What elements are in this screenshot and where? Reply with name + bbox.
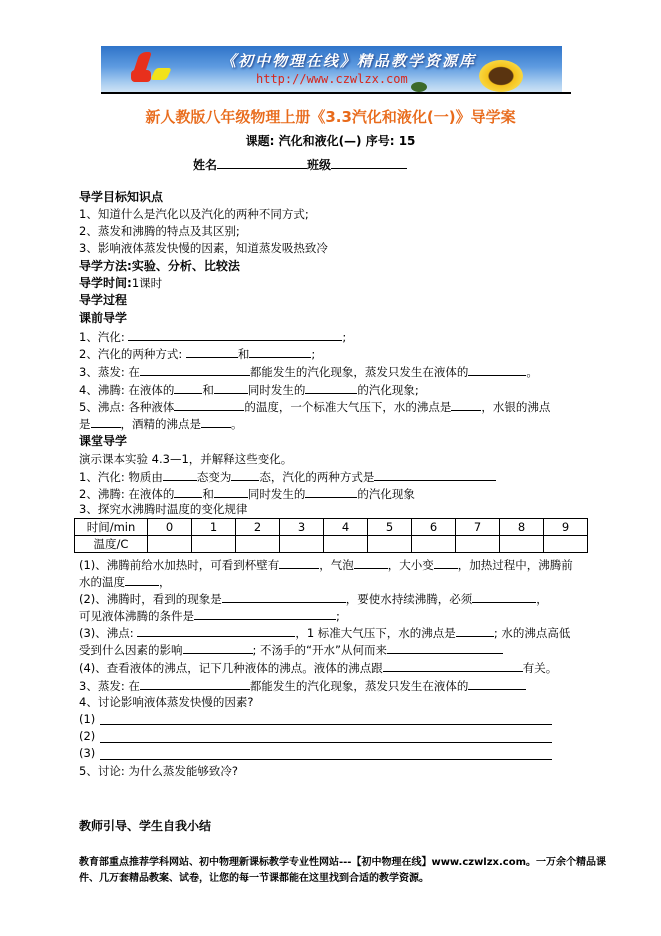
temp-cell[interactable] bbox=[192, 536, 236, 553]
pre-q4 bbox=[79, 381, 419, 398]
time-cell: 5 bbox=[368, 519, 412, 536]
pre-q5-cont bbox=[79, 415, 243, 432]
answer-blank[interactable] bbox=[186, 345, 238, 358]
q-text: (2)、沸腾时，看到的现象是 bbox=[79, 592, 222, 606]
q-text: ，加热过程中，沸腾前 bbox=[457, 558, 573, 572]
q-text: 3、蒸发: 在 bbox=[79, 679, 140, 693]
sub-q3 bbox=[79, 624, 570, 641]
pre-q5 bbox=[79, 398, 550, 415]
q-text: ; 不汤手的“开水”从何而来 bbox=[252, 643, 387, 657]
answer-blank[interactable] bbox=[174, 485, 202, 498]
q-text: 和 bbox=[202, 487, 214, 501]
answer-blank[interactable] bbox=[125, 573, 159, 586]
footer-line: 教育部重点推荐学科网站、初中物理新课标教学专业性网站---【初中物理在线】www.czwlzx.com。一万余个精品课 bbox=[79, 857, 607, 868]
factor-answer-line[interactable] bbox=[100, 742, 552, 743]
time-cell: 9 bbox=[544, 519, 588, 536]
answer-blank[interactable] bbox=[214, 381, 248, 394]
time-cell: 8 bbox=[500, 519, 544, 536]
factor-label: (2) bbox=[79, 729, 96, 743]
q-text: 都能发生的汽化现象，蒸发只发生在液体的 bbox=[249, 365, 469, 379]
temp-cell[interactable] bbox=[368, 536, 412, 553]
time-label: 导学时间: bbox=[79, 276, 132, 290]
answer-blank[interactable] bbox=[222, 590, 346, 603]
answer-blank[interactable] bbox=[354, 556, 388, 569]
sub-q2 bbox=[79, 590, 548, 607]
answer-blank[interactable] bbox=[434, 556, 458, 569]
factor-label: (3) bbox=[79, 746, 96, 760]
pre-q1 bbox=[79, 328, 346, 345]
table-row bbox=[75, 519, 588, 536]
q-text: 的温度，一个标准大气压下，水的沸点是 bbox=[244, 400, 452, 414]
time-value: 1课时 bbox=[131, 276, 163, 290]
q-text: 受到什么因素的影响 bbox=[79, 643, 183, 657]
answer-blank[interactable] bbox=[383, 659, 523, 672]
q-text: ，水银的沸点 bbox=[481, 400, 551, 414]
q-text: 。 bbox=[231, 417, 243, 431]
row-header-temp: 温度/C bbox=[75, 536, 148, 553]
q-text: 有关。 bbox=[522, 661, 558, 675]
sunflower-icon bbox=[479, 60, 523, 92]
sub-q4 bbox=[79, 659, 557, 676]
temp-cell[interactable] bbox=[544, 536, 588, 553]
temp-cell[interactable] bbox=[236, 536, 280, 553]
factor-label: (1) bbox=[79, 712, 96, 726]
method-label: 导学方法: bbox=[79, 259, 132, 273]
sub-q1 bbox=[79, 556, 573, 573]
class-label: 班级 bbox=[307, 158, 332, 172]
answer-blank[interactable] bbox=[374, 468, 496, 481]
in-q5: 5、讨论: 为什么蒸发能够致冷? bbox=[79, 764, 238, 778]
q-text: 2、沸腾: 在液体的 bbox=[79, 487, 175, 501]
factor-answer-line[interactable] bbox=[100, 759, 552, 760]
boiling-data-table bbox=[74, 518, 588, 553]
answer-blank[interactable] bbox=[174, 398, 244, 411]
answer-blank[interactable] bbox=[183, 641, 253, 654]
logo-icon-accent bbox=[150, 68, 172, 80]
answer-blank[interactable] bbox=[128, 328, 342, 341]
temp-cell[interactable] bbox=[500, 536, 544, 553]
q-text: ，1 标准大气压下，水的沸点是 bbox=[295, 626, 456, 640]
q-text: 同时发生的 bbox=[247, 487, 306, 501]
q-text: ; bbox=[336, 609, 340, 623]
time-cell: 7 bbox=[456, 519, 500, 536]
logo-icon-base bbox=[131, 70, 151, 82]
pre-class-heading: 课前导学 bbox=[79, 311, 128, 325]
answer-blank[interactable] bbox=[201, 415, 231, 428]
sub-q1-cont bbox=[79, 573, 171, 590]
q-text: (1)、沸腾前给水加热时，可看到杯壁有 bbox=[79, 558, 280, 572]
answer-blank[interactable] bbox=[231, 468, 259, 481]
time-cell: 4 bbox=[324, 519, 368, 536]
q-text: 同时发生的 bbox=[247, 383, 306, 397]
temp-cell[interactable] bbox=[280, 536, 324, 553]
q-text: 水的温度 bbox=[79, 575, 125, 589]
answer-blank[interactable] bbox=[468, 363, 526, 376]
q-text: 的汽化现象; bbox=[357, 383, 419, 397]
temp-cell[interactable] bbox=[324, 536, 368, 553]
method-row bbox=[79, 258, 240, 274]
q-text: 3、蒸发: 在 bbox=[79, 365, 140, 379]
q-text: ; bbox=[342, 330, 347, 344]
q-text: ，酒精的沸点是 bbox=[120, 417, 201, 431]
q-text: 1、汽化: 物质由 bbox=[79, 470, 163, 484]
answer-blank[interactable] bbox=[140, 677, 250, 690]
temp-cell[interactable] bbox=[412, 536, 456, 553]
answer-blank[interactable] bbox=[305, 485, 357, 498]
answer-blank[interactable] bbox=[472, 590, 536, 603]
time-cell: 3 bbox=[280, 519, 324, 536]
q-text: 。 bbox=[526, 365, 538, 379]
sub-q2-cont bbox=[79, 607, 340, 624]
q-text: 是 bbox=[79, 417, 91, 431]
table-row bbox=[75, 536, 588, 553]
sub-q3-cont bbox=[79, 641, 503, 658]
answer-blank[interactable] bbox=[249, 345, 311, 358]
class-field[interactable] bbox=[331, 155, 407, 169]
q-text: 可见液体沸腾的条件是 bbox=[79, 609, 194, 623]
banner-divider bbox=[101, 92, 571, 94]
in-q2 bbox=[79, 485, 415, 502]
answer-blank[interactable] bbox=[456, 624, 494, 637]
q-text: ，要使水持续沸腾，必须 bbox=[345, 592, 473, 606]
q-text: 和 bbox=[237, 347, 250, 361]
method-value: 实验、分析、比较法 bbox=[131, 259, 240, 273]
answer-blank[interactable] bbox=[137, 624, 295, 637]
name-class-row bbox=[193, 155, 407, 173]
answer-blank[interactable] bbox=[451, 398, 481, 411]
in-q1 bbox=[79, 468, 496, 485]
q-text: (3)、沸点: bbox=[79, 626, 134, 640]
answer-blank[interactable] bbox=[91, 415, 121, 428]
goal-item: 2、蒸发和沸腾的特点及其区别; bbox=[79, 224, 240, 238]
q-text: 5、沸点: 各种液体 bbox=[79, 400, 175, 414]
q-text: 和 bbox=[202, 383, 214, 397]
lesson-subtitle: 课题: 汽化和液化(—) 序号: 15 bbox=[245, 134, 416, 148]
answer-blank[interactable] bbox=[194, 607, 336, 620]
goal-item: 1、知道什么是汽化以及汽化的两种不同方式; bbox=[79, 207, 309, 221]
site-banner bbox=[101, 46, 562, 92]
q-text: ; bbox=[311, 347, 316, 361]
goal-item: 3、影响液体蒸发快慢的因素，知道蒸发吸热致冷 bbox=[79, 241, 328, 255]
goals-heading: 导学目标知识点 bbox=[79, 190, 164, 204]
in-q4: 4、讨论影响液体蒸发快慢的因素? bbox=[79, 695, 254, 709]
footer-line: 件、几万套精品教案、试卷，让您的每一节课都能在这里找到合适的教学资源。 bbox=[79, 873, 429, 884]
q-text: ，大小变 bbox=[387, 558, 434, 572]
q-text: ， bbox=[159, 575, 171, 589]
demo-text: 演示课本实验 4.3—1，并解释这些变化。 bbox=[79, 452, 293, 466]
answer-blank[interactable] bbox=[468, 677, 526, 690]
answer-blank[interactable] bbox=[140, 363, 250, 376]
time-cell: 6 bbox=[412, 519, 456, 536]
q-text: 4、沸腾: 在液体的 bbox=[79, 383, 175, 397]
pre-q2 bbox=[79, 345, 315, 362]
q-text: 2、汽化的两种方式: bbox=[79, 347, 183, 361]
temp-cell[interactable] bbox=[148, 536, 192, 553]
answer-blank[interactable] bbox=[305, 381, 357, 394]
in-q3b bbox=[79, 677, 526, 694]
time-cell: 2 bbox=[236, 519, 280, 536]
leaf-icon bbox=[411, 82, 427, 92]
document-title: 新人教版八年级物理上册《3.3汽化和液化(一)》导学案 bbox=[145, 108, 516, 126]
banner-url: http://www.czwlzx.com bbox=[256, 72, 408, 86]
factor-answer-line[interactable] bbox=[100, 724, 552, 725]
q-text: 的汽化现象 bbox=[357, 487, 415, 501]
q-text: 都能发生的汽化现象，蒸发只发生在液体的 bbox=[249, 679, 469, 693]
answer-blank[interactable] bbox=[174, 381, 202, 394]
answer-blank[interactable] bbox=[163, 468, 197, 481]
summary-heading: 教师引导、学生自我小结 bbox=[79, 819, 212, 833]
time-cell: 0 bbox=[148, 519, 192, 536]
row-header-time: 时间/min bbox=[75, 519, 148, 536]
time-row bbox=[79, 275, 162, 291]
q-text: 态变为 bbox=[196, 470, 232, 484]
banner-title: 《初中物理在线》精品教学资源库 bbox=[221, 52, 477, 70]
time-cell: 1 bbox=[192, 519, 236, 536]
q-text: ; 水的沸点高低 bbox=[493, 626, 571, 640]
q-text: ，气泡 bbox=[319, 558, 354, 572]
temp-cell[interactable] bbox=[456, 536, 500, 553]
answer-blank[interactable] bbox=[387, 641, 503, 654]
name-field[interactable] bbox=[217, 155, 307, 169]
in-q3: 3、探究水沸腾时温度的变化规律 bbox=[79, 502, 248, 516]
process-heading: 导学过程 bbox=[79, 293, 128, 307]
q-text: ， bbox=[536, 592, 548, 606]
name-label: 姓名 bbox=[193, 158, 218, 172]
in-class-heading: 课堂导学 bbox=[79, 434, 128, 448]
pre-q3 bbox=[79, 363, 538, 380]
answer-blank[interactable] bbox=[214, 485, 248, 498]
q-text: 1、汽化: bbox=[79, 330, 125, 344]
q-text: (4)、查看液体的沸点，记下几种液体的沸点。液体的沸点跟 bbox=[79, 661, 383, 675]
q-text: 态，汽化的两种方式是 bbox=[259, 470, 375, 484]
answer-blank[interactable] bbox=[279, 556, 319, 569]
